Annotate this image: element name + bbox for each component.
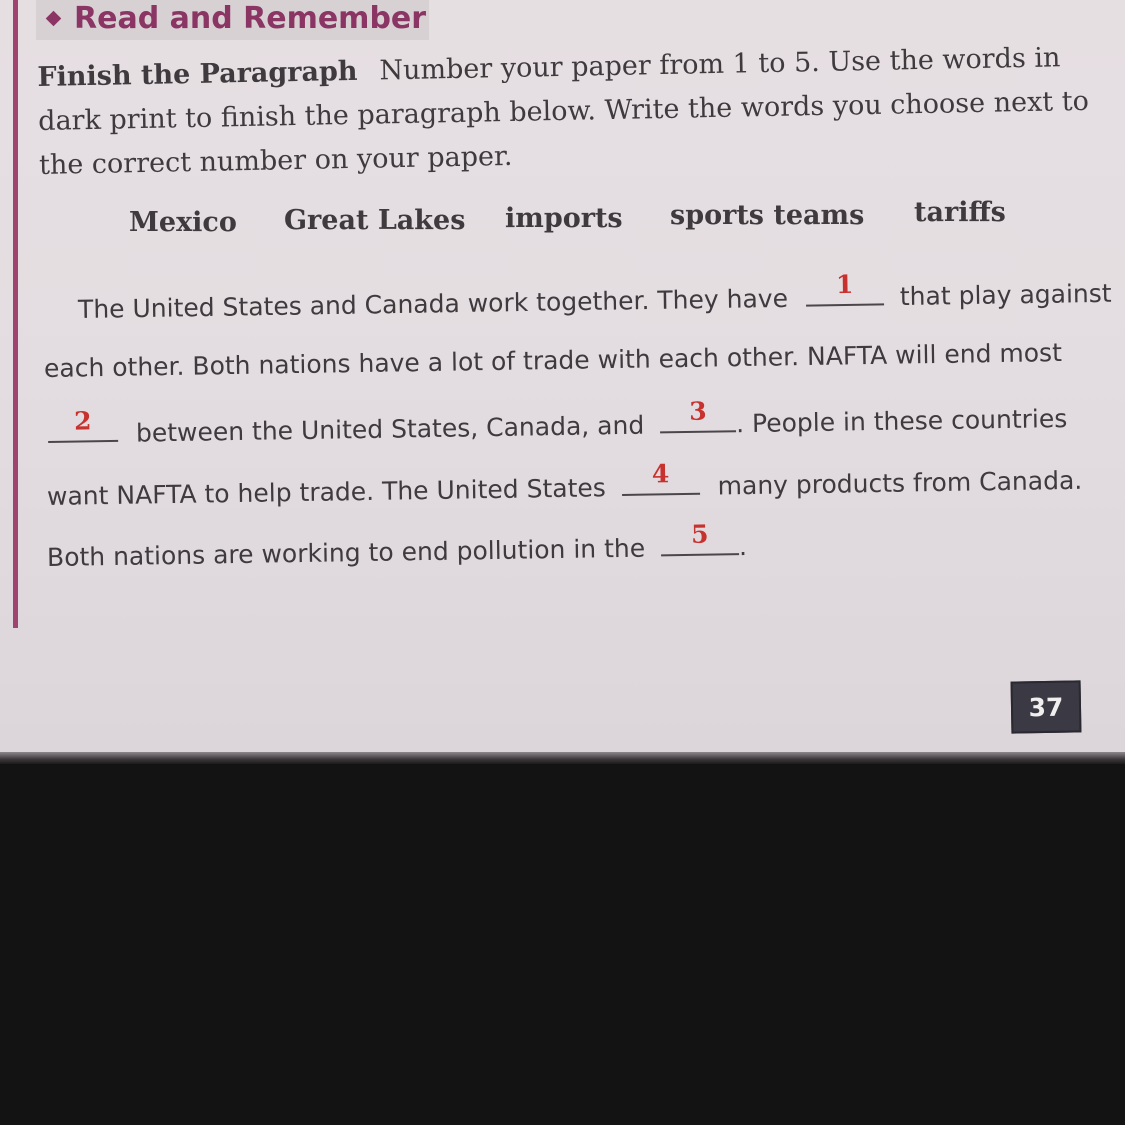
blank-number: 4	[651, 459, 670, 489]
blank-number: 1	[835, 269, 854, 300]
paragraph-text: The United States and Canada work together. They have	[77, 283, 789, 324]
paragraph-line	[44, 338, 1062, 383]
paragraph-text: between the United States, Canada, and	[135, 410, 645, 448]
paragraph-text: that play against	[899, 278, 1112, 312]
paragraph-text: each other. Both nations have a lot of trade with each other. NAFTA will end most	[43, 338, 1063, 383]
paragraph-line	[47, 461, 1083, 511]
paragraph-line	[48, 396, 1068, 449]
answer-blank[interactable]	[48, 406, 118, 443]
paragraph-line	[77, 269, 1112, 324]
word-bank-item: tariffs	[914, 197, 1006, 228]
word-bank-item: Great Lakes	[284, 205, 466, 236]
blank-number: 2	[73, 406, 92, 436]
instructions-lead: Finish the Paragraph	[37, 55, 358, 93]
paragraph-text: many products from Canada.	[717, 465, 1083, 501]
paragraph-line	[46, 519, 748, 572]
paragraph-text: .	[738, 532, 748, 562]
paragraph-text: Both nations are working to end pollution in the	[46, 533, 646, 572]
word-bank-item: imports	[505, 203, 623, 234]
blank-number: 5	[690, 519, 709, 549]
blank-number: 3	[688, 396, 707, 426]
word-bank-item: sports teams	[670, 200, 865, 231]
answer-blank[interactable]	[806, 269, 884, 306]
paragraph-text: . People in these countries	[735, 403, 1068, 439]
page-edge	[0, 752, 1125, 764]
answer-blank[interactable]	[621, 459, 699, 496]
paragraph-text: want NAFTA to help trade. The United States	[46, 473, 606, 511]
answer-blank[interactable]	[661, 519, 739, 556]
word-bank-item: Mexico	[129, 207, 237, 238]
page-number: 37	[1011, 680, 1082, 733]
section-title: Read and Remember	[74, 0, 427, 36]
instructions-text: Number your paper from 1 to 5. Use the words in dark print to finish the paragraph below. Write the words you choose next to the correct number on your paper.	[37, 42, 1090, 181]
answer-blank[interactable]	[660, 396, 736, 433]
